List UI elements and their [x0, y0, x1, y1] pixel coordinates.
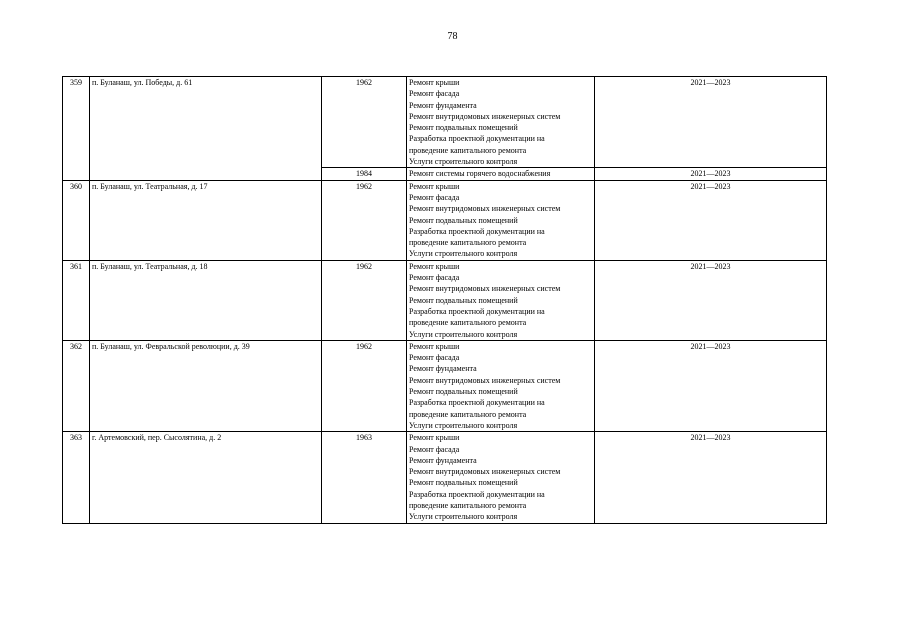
- row-number: 363: [63, 432, 90, 523]
- row-number: 362: [63, 340, 90, 431]
- work-item: Ремонт фасада: [409, 192, 460, 202]
- work-item: Ремонт подвальных помещений: [409, 387, 518, 397]
- work-item: Услуги строительного контроля: [409, 157, 518, 167]
- table-row: [63, 180, 827, 260]
- table-row: [63, 340, 827, 431]
- work-item: Ремонт фасада: [409, 273, 460, 283]
- work-item: проведение капитального ремонта: [409, 145, 527, 155]
- work-item: Ремонт внутридомовых инженерных систем: [409, 284, 561, 294]
- period-cell: 2021—2023: [595, 432, 827, 523]
- works-cell: [407, 260, 595, 340]
- work-item: Ремонт фасада: [409, 444, 460, 454]
- work-item: проведение капитального ремонта: [409, 500, 527, 510]
- work-item: Ремонт фасада: [409, 353, 460, 363]
- row-number: 360: [63, 180, 90, 260]
- work-item: Разработка проектной документации на: [409, 134, 545, 144]
- year-cell: 1984: [322, 168, 407, 180]
- work-item: Разработка проектной документации на: [409, 489, 545, 499]
- address-cell: п. Буланаш, ул. Театральная, д. 18: [90, 260, 322, 340]
- row-number: 361: [63, 260, 90, 340]
- period-cell: 2021—2023: [595, 260, 827, 340]
- period-cell: 2021—2023: [595, 180, 827, 260]
- table-row: [63, 432, 827, 523]
- year-cell: 1962: [322, 180, 407, 260]
- work-item: Ремонт крыши: [409, 181, 460, 191]
- work-item: Разработка проектной документации на: [409, 398, 545, 408]
- period-cell: 2021—2023: [595, 77, 827, 168]
- work-item: Разработка проектной документации на: [409, 226, 545, 236]
- address-cell: п. Буланаш, ул. Победы, д. 61: [90, 77, 322, 181]
- work-item: Разработка проектной документации на: [409, 306, 545, 316]
- work-item: Ремонт подвальных помещений: [409, 295, 518, 305]
- work-item: Ремонт внутридомовых инженерных систем: [409, 467, 561, 477]
- year-cell: 1963: [322, 432, 407, 523]
- works-cell: [407, 180, 595, 260]
- work-item: Ремонт крыши: [409, 261, 460, 271]
- year-cell: 1962: [322, 260, 407, 340]
- work-item: Ремонт системы горячего водоснабжения: [409, 169, 551, 179]
- works-cell: [407, 340, 595, 431]
- work-item: Ремонт внутридомовых инженерных систем: [409, 375, 561, 385]
- work-item: Ремонт внутридомовых инженерных систем: [409, 111, 561, 121]
- works-cell: [407, 432, 595, 523]
- address-cell: г. Артемовский, пер. Сысолятина, д. 2: [90, 432, 322, 523]
- page-number: 78: [447, 31, 458, 42]
- work-item: Ремонт крыши: [409, 433, 460, 443]
- work-item: Ремонт фасада: [409, 89, 460, 99]
- work-item: Ремонт фундамента: [409, 455, 477, 465]
- year-cell: 1962: [322, 340, 407, 431]
- work-item: Ремонт подвальных помещений: [409, 123, 518, 133]
- work-item: Услуги строительного контроля: [409, 512, 518, 522]
- year-cell: 1962: [322, 77, 407, 168]
- repair-schedule-table: [62, 76, 827, 524]
- work-item: Ремонт крыши: [409, 341, 460, 351]
- period-cell: 2021—2023: [595, 340, 827, 431]
- address-cell: п. Буланаш, ул. Февральской революции, д. 39: [90, 340, 322, 431]
- address-cell: п. Буланаш, ул. Театральная, д. 17: [90, 180, 322, 260]
- works-cell: [407, 168, 595, 180]
- work-item: Ремонт крыши: [409, 78, 460, 87]
- work-item: проведение капитального ремонта: [409, 238, 527, 248]
- work-item: Ремонт подвальных помещений: [409, 478, 518, 488]
- work-item: Услуги строительного контроля: [409, 249, 518, 259]
- works-cell: [407, 77, 595, 168]
- work-item: Ремонт фундамента: [409, 100, 477, 110]
- work-item: Ремонт фундамента: [409, 364, 477, 374]
- period-cell: 2021—2023: [595, 168, 827, 180]
- table-row: [63, 260, 827, 340]
- work-item: проведение капитального ремонта: [409, 318, 527, 328]
- table-body: [63, 77, 827, 524]
- work-item: Ремонт внутридомовых инженерных систем: [409, 204, 561, 214]
- table-row: [63, 77, 827, 168]
- work-item: Услуги строительного контроля: [409, 420, 518, 430]
- row-number: 359: [63, 77, 90, 181]
- work-item: проведение капитального ремонта: [409, 409, 527, 419]
- work-item: Услуги строительного контроля: [409, 329, 518, 339]
- work-item: Ремонт подвальных помещений: [409, 215, 518, 225]
